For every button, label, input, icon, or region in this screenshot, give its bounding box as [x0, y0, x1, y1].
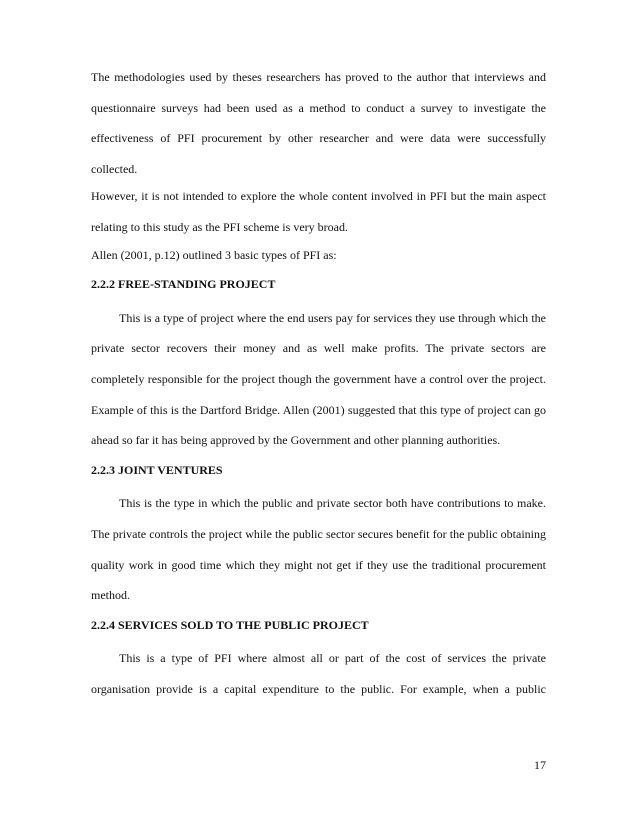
heading-services-sold-project: 2.2.4 SERVICES SOLD TO THE PUBLIC PROJECT [91, 617, 369, 632]
page-number: 17 [534, 758, 546, 772]
heading-joint-ventures: 2.2.3 JOINT VENTURES [91, 462, 223, 477]
paragraph-services-sold-project: This is a type of PFI where almost all or part of the cost of services the private organisation provide is a capital expenditure to the public. For example, when a public [91, 651, 546, 696]
paragraph-joint-ventures: This is the type in which the public and private sector both have contributions to make. The private controls the project while the public sector secures benefit for the public obtaining quality work in good time which they might not get if they use the traditional procurement method. [91, 496, 546, 603]
document-page [91, 62, 546, 704]
paragraph-allen-types: Allen (2001, p.12) outlined 3 basic types of PFI as: [91, 247, 337, 262]
paragraph-scope: However, it is not intended to explore the whole content involved in PFI but the main aspect relating to this study as the PFI scheme is very broad. [91, 189, 546, 234]
paragraph-free-standing-project: This is a type of project where the end users pay for services they use through which the private sector recovers their money and as well make profits. The private sectors are completely responsible for the project though the government have a control over the project. Example of this is the Dartford Bridge. Allen (2001) suggested that this type of project can go ahead so far it has being approved by the Government and other planning authorities. [91, 310, 546, 448]
paragraph-methodologies: The methodologies used by theses researchers has proved to the author that interviews and questionnaire surveys had been used as a method to conduct a survey to investigate the effectiveness of PFI procurement by other researcher and were data were successfully collected. [91, 70, 546, 176]
heading-free-standing-project: 2.2.2 FREE-STANDING PROJECT [91, 277, 276, 292]
